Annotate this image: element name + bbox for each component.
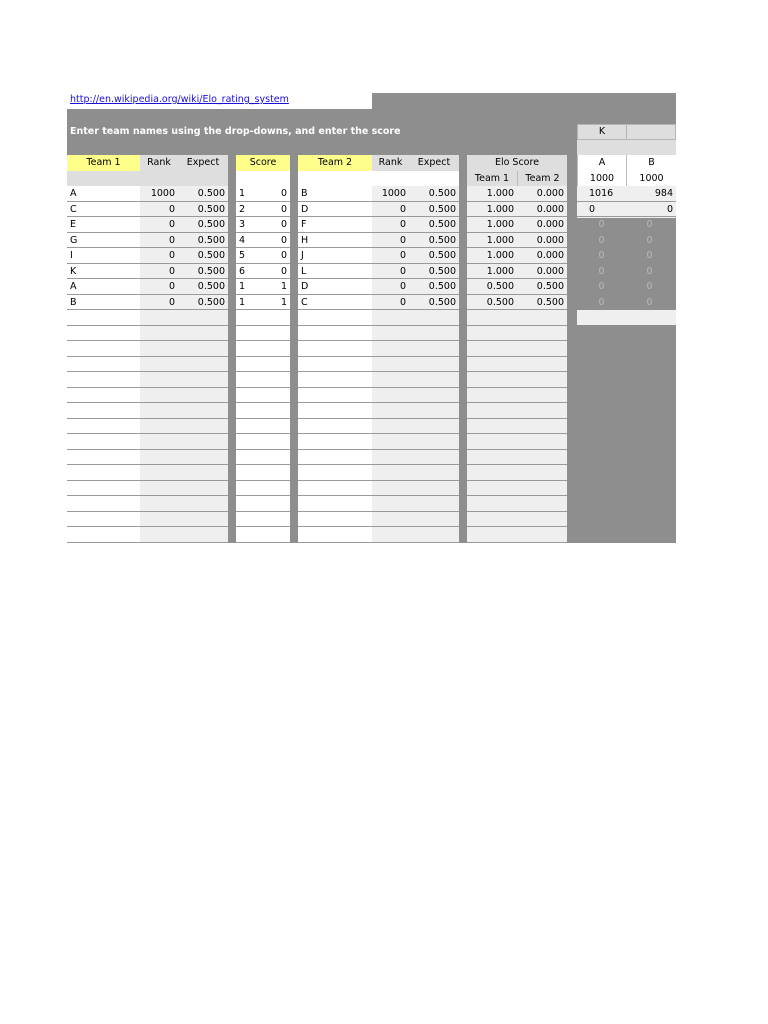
row-divider bbox=[236, 542, 290, 543]
row-divider bbox=[236, 263, 290, 264]
rank1-cell: 0 bbox=[168, 250, 175, 261]
team-b-rating-cell: 0 bbox=[646, 219, 653, 230]
expect1-cell: 0.500 bbox=[197, 203, 225, 215]
elo-team2-header: Team 2 bbox=[517, 171, 567, 186]
team-b-header: B bbox=[626, 155, 676, 171]
score1-cell[interactable]: 1 bbox=[239, 281, 246, 292]
row-divider bbox=[67, 201, 228, 202]
panel-gray-block-2 bbox=[577, 325, 676, 543]
row-divider bbox=[236, 526, 290, 527]
row-divider bbox=[236, 418, 290, 419]
score1-cell[interactable]: 5 bbox=[239, 250, 246, 261]
expect1-cell: 0.500 bbox=[197, 234, 225, 246]
row-divider bbox=[236, 232, 290, 233]
elo-team1-cell: 1.000 bbox=[486, 234, 514, 246]
rank2-cell: 0 bbox=[399, 219, 406, 230]
rank2-header: Rank bbox=[372, 155, 409, 171]
row-divider bbox=[236, 449, 290, 450]
team-a-rating-cell: 0 bbox=[598, 281, 605, 292]
row-divider bbox=[467, 263, 567, 264]
row-divider bbox=[236, 387, 290, 388]
expect1-cell: 0.500 bbox=[197, 265, 225, 277]
rank1-cell: 0 bbox=[168, 296, 175, 308]
row-divider bbox=[67, 325, 228, 326]
expect2-cell: 0.500 bbox=[428, 281, 456, 292]
team2-cell[interactable]: L bbox=[301, 265, 307, 277]
team1-cell[interactable]: A bbox=[70, 188, 77, 199]
row-divider bbox=[298, 294, 459, 295]
team2-cell[interactable]: B bbox=[301, 188, 308, 199]
row-divider bbox=[298, 464, 459, 465]
score2-cell[interactable]: 0 bbox=[280, 203, 287, 215]
row-divider bbox=[298, 216, 459, 217]
row-divider bbox=[467, 433, 567, 434]
score2-cell[interactable]: 0 bbox=[280, 250, 287, 261]
team-b-initial: 1000 bbox=[626, 171, 676, 186]
team-a-header: A bbox=[577, 155, 626, 171]
team-a-rating-cell: 0 bbox=[598, 234, 605, 246]
team-a-initial: 1000 bbox=[577, 171, 626, 186]
score2-cell[interactable]: 1 bbox=[280, 296, 287, 308]
expect1-cell: 0.500 bbox=[197, 219, 225, 230]
expect2-cell: 0.500 bbox=[428, 296, 456, 308]
panel-light-row-2 bbox=[577, 310, 676, 325]
row-divider bbox=[67, 371, 228, 372]
row-divider bbox=[467, 511, 567, 512]
subheader-team2-shade bbox=[298, 171, 459, 186]
row-divider bbox=[298, 433, 459, 434]
team-a-rating-cell: 0 bbox=[598, 265, 605, 277]
separator-col-1 bbox=[228, 155, 236, 543]
elo-score-header: Elo Score bbox=[467, 155, 567, 171]
team2-cell[interactable]: F bbox=[301, 219, 307, 230]
row-divider bbox=[467, 201, 567, 202]
score-header: Score bbox=[236, 155, 290, 171]
rank2-cell: 0 bbox=[399, 296, 406, 308]
rank1-cell: 1000 bbox=[150, 188, 175, 199]
row-divider bbox=[236, 294, 290, 295]
row-divider bbox=[67, 356, 228, 357]
elo-team2-cell: 0.500 bbox=[536, 296, 564, 308]
elo-wikipedia-link[interactable]: http://en.wikipedia.org/wiki/Elo_rating_system bbox=[70, 94, 289, 105]
row-divider bbox=[467, 495, 567, 496]
row-divider bbox=[67, 263, 228, 264]
expect1-cell: 0.500 bbox=[197, 296, 225, 308]
elo-team2-cell: 0.000 bbox=[536, 203, 564, 215]
team2-cell[interactable]: H bbox=[301, 234, 309, 246]
row-divider bbox=[298, 247, 459, 248]
team1-cell[interactable]: C bbox=[70, 203, 77, 215]
row-divider bbox=[298, 402, 459, 403]
row-divider bbox=[67, 402, 228, 403]
row-divider bbox=[67, 495, 228, 496]
row-divider bbox=[467, 232, 567, 233]
team1-cell[interactable]: A bbox=[70, 281, 77, 292]
rank1-cell: 0 bbox=[168, 203, 175, 215]
row-divider bbox=[236, 495, 290, 496]
row-divider bbox=[298, 418, 459, 419]
row-divider bbox=[298, 542, 459, 543]
team1-cell[interactable]: K bbox=[70, 265, 77, 277]
elo-team1-cell: 1.000 bbox=[486, 219, 514, 230]
team2-cell[interactable]: C bbox=[301, 296, 308, 308]
row-divider bbox=[298, 387, 459, 388]
row-divider bbox=[467, 294, 567, 295]
row-divider bbox=[236, 464, 290, 465]
score1-cell[interactable]: 6 bbox=[239, 265, 246, 277]
elo-team1-cell: 1.000 bbox=[486, 188, 514, 199]
row-divider bbox=[467, 325, 567, 326]
elo-team1-header: Team 1 bbox=[467, 171, 517, 186]
team-b-rating-cell: 0 bbox=[646, 296, 653, 308]
expect2-header: Expect bbox=[409, 155, 459, 171]
expect2-cell: 0.500 bbox=[428, 250, 456, 261]
rank2-cell: 0 bbox=[399, 234, 406, 246]
row-divider bbox=[236, 325, 290, 326]
row-divider bbox=[67, 340, 228, 341]
row-divider bbox=[298, 340, 459, 341]
row-divider bbox=[298, 356, 459, 357]
row-divider bbox=[67, 526, 228, 527]
row-divider bbox=[236, 247, 290, 248]
team2-cell[interactable]: D bbox=[301, 203, 309, 215]
row-divider bbox=[236, 216, 290, 217]
score1-cell[interactable]: 1 bbox=[239, 296, 246, 308]
team-a-rating-cell: 0 bbox=[598, 296, 605, 308]
row-divider bbox=[67, 511, 228, 512]
team1-cell[interactable]: E bbox=[70, 219, 77, 230]
row-divider bbox=[67, 232, 228, 233]
elo-team2-cell: 0.000 bbox=[536, 265, 564, 277]
separator-col-4 bbox=[567, 155, 577, 543]
k-spacer bbox=[577, 140, 676, 156]
row-divider bbox=[67, 449, 228, 450]
rank1-cell: 0 bbox=[168, 265, 175, 277]
rank1-cell: 0 bbox=[168, 219, 175, 230]
row-divider bbox=[298, 371, 459, 372]
elo-team2-cell: 0.000 bbox=[536, 219, 564, 230]
expect2-cell: 0.500 bbox=[428, 219, 456, 230]
team-b-rating-cell: 0 bbox=[646, 281, 653, 292]
elo-team2-cell: 0.000 bbox=[536, 234, 564, 246]
row-divider bbox=[236, 402, 290, 403]
row-divider bbox=[467, 371, 567, 372]
k-value-cell[interactable] bbox=[626, 124, 676, 140]
row-divider bbox=[467, 356, 567, 357]
expect1-cell: 0.500 bbox=[197, 281, 225, 292]
row-divider bbox=[467, 480, 567, 481]
row-divider bbox=[67, 294, 228, 295]
rank2-cell: 0 bbox=[399, 265, 406, 277]
row-divider bbox=[467, 387, 567, 388]
row-divider bbox=[67, 542, 228, 543]
team2-cell[interactable]: J bbox=[301, 250, 304, 261]
separator-col-3 bbox=[459, 155, 467, 543]
score2-cell[interactable]: 0 bbox=[280, 188, 287, 199]
score2-cell[interactable]: 0 bbox=[280, 265, 287, 277]
rank2-cell: 0 bbox=[399, 281, 406, 292]
row-divider bbox=[236, 433, 290, 434]
team1-cell[interactable]: I bbox=[70, 250, 73, 261]
row-divider bbox=[67, 418, 228, 419]
row-divider bbox=[467, 418, 567, 419]
elo-team2-cell: 0.000 bbox=[536, 250, 564, 261]
team2-header: Team 2 bbox=[298, 155, 372, 171]
row-divider bbox=[467, 340, 567, 341]
header-band-right bbox=[372, 93, 676, 109]
row-divider bbox=[467, 449, 567, 450]
row-divider bbox=[67, 387, 228, 388]
instructions-text: Enter team names using the drop-downs, and enter the score bbox=[70, 126, 401, 137]
row-divider bbox=[467, 247, 567, 248]
row-divider bbox=[67, 216, 228, 217]
rank2-cell: 1000 bbox=[381, 188, 406, 199]
team-b-rating-cell: 0 bbox=[646, 234, 653, 246]
row-divider bbox=[67, 247, 228, 248]
elo-team1-cell: 1.000 bbox=[486, 250, 514, 261]
row-divider bbox=[236, 340, 290, 341]
row-divider bbox=[467, 526, 567, 527]
row-divider bbox=[298, 526, 459, 527]
row-divider bbox=[577, 201, 676, 202]
row-divider bbox=[298, 511, 459, 512]
team2-cell[interactable]: D bbox=[301, 281, 309, 292]
row-divider bbox=[467, 542, 567, 543]
row-divider bbox=[236, 356, 290, 357]
row-divider bbox=[298, 278, 459, 279]
row-divider bbox=[298, 325, 459, 326]
k-label-cell: K bbox=[577, 124, 627, 140]
rank2-cell: 0 bbox=[399, 203, 406, 215]
expect2-cell: 0.500 bbox=[428, 265, 456, 277]
score1-cell[interactable]: 2 bbox=[239, 203, 246, 215]
row-divider bbox=[236, 480, 290, 481]
row-divider bbox=[298, 309, 459, 310]
team1-cell[interactable]: G bbox=[70, 234, 78, 246]
row-divider bbox=[298, 232, 459, 233]
rank2-cell: 0 bbox=[399, 250, 406, 261]
team-b-rating-cell: 984 bbox=[654, 188, 673, 199]
row-divider bbox=[67, 480, 228, 481]
row-divider bbox=[236, 201, 290, 202]
expect1-cell: 0.500 bbox=[197, 188, 225, 199]
row-divider bbox=[467, 278, 567, 279]
expect1-cell: 0.500 bbox=[197, 250, 225, 261]
rank1-header: Rank bbox=[140, 155, 178, 171]
team-a-rating-cell: 0 bbox=[598, 250, 605, 261]
elo-team1-cell: 0.500 bbox=[486, 296, 514, 308]
score2-cell[interactable]: 1 bbox=[280, 281, 287, 292]
row-divider bbox=[67, 278, 228, 279]
team-b-rating-cell: 0 bbox=[666, 203, 673, 215]
team1-header: Team 1 bbox=[67, 155, 140, 171]
row-divider bbox=[298, 495, 459, 496]
score1-cell[interactable]: 3 bbox=[239, 219, 246, 230]
team-a-rating-cell: 0 bbox=[589, 203, 596, 215]
elo-team1-cell: 1.000 bbox=[486, 203, 514, 215]
team1-cell[interactable]: B bbox=[70, 296, 77, 308]
row-divider bbox=[236, 371, 290, 372]
row-divider bbox=[467, 464, 567, 465]
expect2-cell: 0.500 bbox=[428, 203, 456, 215]
row-divider bbox=[236, 511, 290, 512]
elo-team2-cell: 0.500 bbox=[536, 281, 564, 292]
score1-cell[interactable]: 1 bbox=[239, 188, 246, 199]
team-b-rating-cell: 0 bbox=[646, 250, 653, 261]
row-divider bbox=[67, 464, 228, 465]
row-divider bbox=[467, 216, 567, 217]
expect2-cell: 0.500 bbox=[428, 188, 456, 199]
elo-team1-cell: 0.500 bbox=[486, 281, 514, 292]
row-divider bbox=[298, 449, 459, 450]
subheader-row-shade bbox=[67, 171, 228, 186]
row-divider bbox=[577, 216, 676, 217]
score1-cell[interactable]: 4 bbox=[239, 234, 246, 246]
row-divider bbox=[67, 433, 228, 434]
rank1-cell: 0 bbox=[168, 281, 175, 292]
elo-team1-cell: 1.000 bbox=[486, 265, 514, 277]
subheader-score-shade bbox=[236, 171, 290, 186]
row-divider bbox=[467, 309, 567, 310]
expect1-header: Expect bbox=[178, 155, 228, 171]
row-divider bbox=[236, 309, 290, 310]
row-divider bbox=[298, 480, 459, 481]
row-divider bbox=[67, 309, 228, 310]
row-divider bbox=[298, 201, 459, 202]
elo-team2-cell: 0.000 bbox=[536, 188, 564, 199]
team-a-rating-cell: 1016 bbox=[589, 188, 614, 199]
expect2-cell: 0.500 bbox=[428, 234, 456, 246]
row-divider bbox=[236, 278, 290, 279]
row-divider bbox=[467, 402, 567, 403]
rank1-cell: 0 bbox=[168, 234, 175, 246]
score2-cell[interactable]: 0 bbox=[280, 234, 287, 246]
separator-col-2 bbox=[290, 155, 298, 543]
row-divider bbox=[298, 263, 459, 264]
team-a-rating-cell: 0 bbox=[598, 219, 605, 230]
score2-cell[interactable]: 0 bbox=[280, 219, 287, 230]
team-b-rating-cell: 0 bbox=[646, 265, 653, 277]
